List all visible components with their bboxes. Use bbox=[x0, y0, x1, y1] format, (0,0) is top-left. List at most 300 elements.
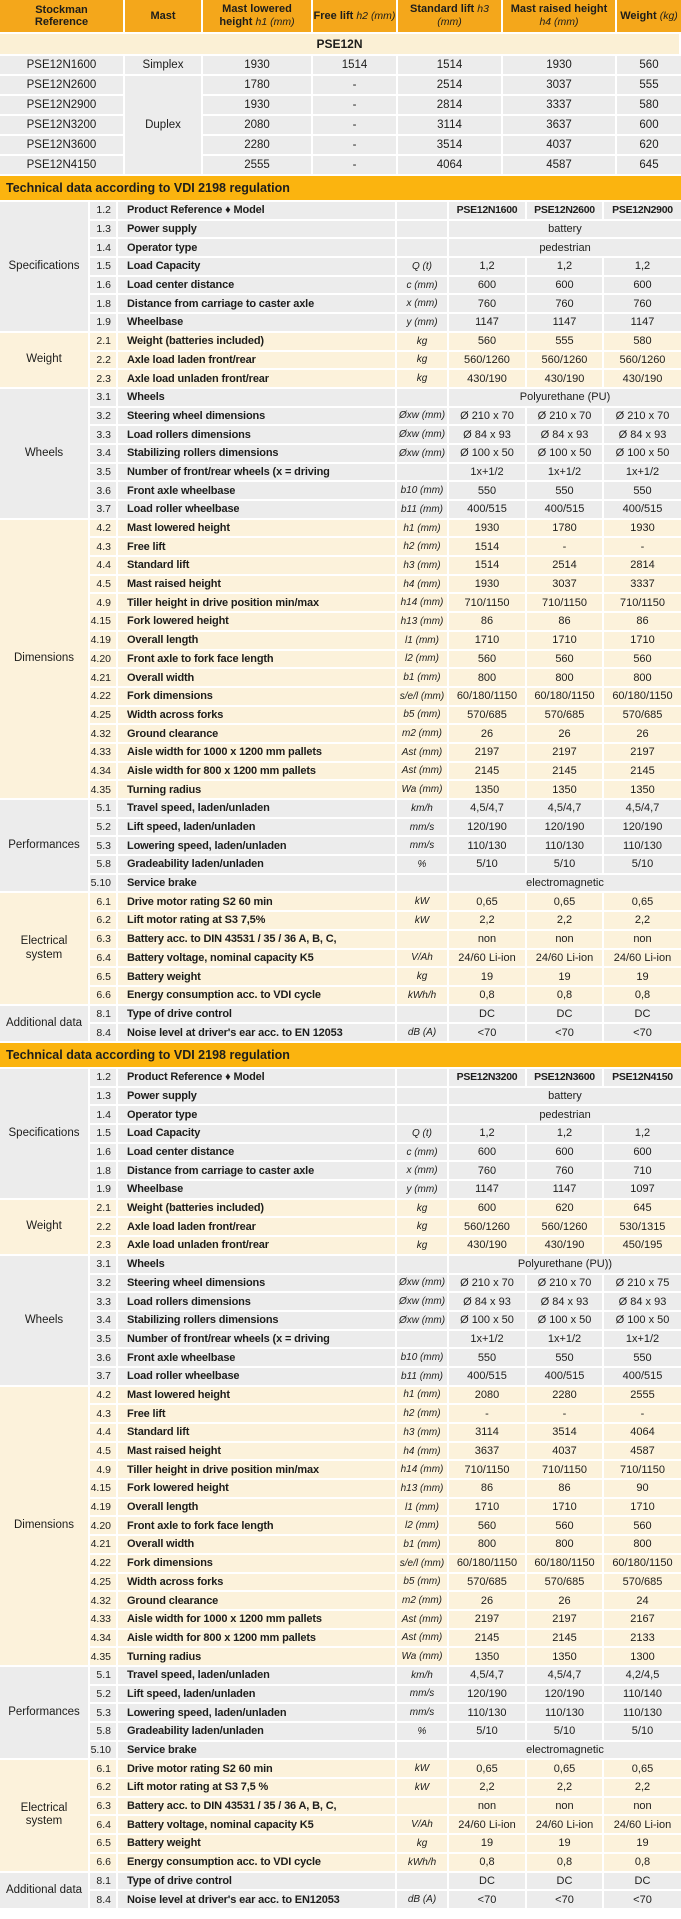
value-cell: 710 bbox=[604, 1162, 681, 1181]
series-band: PSE12N bbox=[0, 34, 681, 56]
value-cell: 2080 bbox=[203, 116, 313, 136]
row-number: 4.15 bbox=[90, 613, 118, 632]
value-cell: 1,2 bbox=[449, 1125, 527, 1144]
row-number: 1.3 bbox=[90, 1088, 118, 1107]
row-unit: Øxw (mm) bbox=[397, 1293, 449, 1312]
row-label: Turning radius bbox=[118, 1648, 397, 1667]
row-label: Standard lift bbox=[118, 557, 397, 576]
row-label: Overall width bbox=[118, 1536, 397, 1555]
row-number: 6.4 bbox=[90, 1816, 118, 1835]
value-cell: 26 bbox=[604, 725, 681, 744]
value-cell: 400/515 bbox=[449, 501, 527, 520]
column-header-text bbox=[508, 3, 610, 28]
row-label: Wheels bbox=[118, 1256, 397, 1275]
row-number: 1.9 bbox=[90, 1181, 118, 1200]
row-number: 3.6 bbox=[90, 482, 118, 501]
merged-value-cell: electromagnetic bbox=[449, 875, 681, 894]
value-cell: 600 bbox=[449, 1200, 527, 1219]
value-cell: 2555 bbox=[203, 156, 313, 176]
section-title-band: Technical data according to VDI 2198 regulation bbox=[0, 176, 681, 202]
row-label: Steering wheel dimensions bbox=[118, 1275, 397, 1294]
group-label: Electrical system bbox=[0, 1760, 90, 1872]
value-cell: 110/130 bbox=[604, 1704, 681, 1723]
row-number: 6.1 bbox=[90, 893, 118, 912]
value-cell: 1514 bbox=[313, 56, 398, 76]
value-cell: 4,2/4,5 bbox=[604, 1667, 681, 1686]
value-cell: 430/190 bbox=[449, 1237, 527, 1256]
value-cell: 2814 bbox=[398, 96, 503, 116]
value-cell: 4064 bbox=[398, 156, 503, 176]
group-label: Specifications bbox=[0, 1069, 90, 1200]
value-cell: 2145 bbox=[527, 1630, 604, 1649]
header-label: Mast raised height bbox=[510, 3, 608, 16]
row-label: Standard lift bbox=[118, 1424, 397, 1443]
value-cell: non bbox=[449, 931, 527, 950]
value-cell: 1x+1/2 bbox=[527, 464, 604, 483]
row-number: 3.1 bbox=[90, 389, 118, 408]
value-cell: 560 bbox=[527, 651, 604, 670]
row-label: Aisle width for 1000 x 1200 mm pallets bbox=[118, 744, 397, 763]
value-cell: 2280 bbox=[527, 1387, 604, 1406]
value-cell: non bbox=[604, 1798, 681, 1817]
header-label: Weight bbox=[620, 9, 657, 22]
row-unit: kW bbox=[397, 1779, 449, 1798]
merged-value-cell: electromagnetic bbox=[449, 1742, 681, 1761]
row-label: Mast raised height bbox=[118, 576, 397, 595]
value-cell: 1147 bbox=[527, 1181, 604, 1200]
vdi-tables-container bbox=[0, 176, 681, 1910]
value-cell: 1350 bbox=[604, 781, 681, 800]
row-unit bbox=[397, 1006, 449, 1025]
merged-value-cell: battery bbox=[449, 1088, 681, 1107]
value-cell: 1147 bbox=[604, 314, 681, 333]
value-cell: - bbox=[604, 1405, 681, 1424]
value-cell: 0,8 bbox=[527, 1854, 604, 1873]
row-unit: l2 (mm) bbox=[397, 1517, 449, 1536]
row-number: 4.19 bbox=[90, 1499, 118, 1518]
value-cell: 550 bbox=[449, 482, 527, 501]
value-cell: Ø 210 x 70 bbox=[527, 408, 604, 427]
value-cell: 24/60 Li-ion bbox=[449, 950, 527, 969]
value-cell: 3637 bbox=[503, 116, 617, 136]
merged-value-cell: Polyurethane (PU) bbox=[449, 389, 681, 408]
value-cell: 600 bbox=[527, 277, 604, 296]
row-label: Gradeability laden/unladen bbox=[118, 1723, 397, 1742]
column-header bbox=[0, 0, 125, 34]
row-label: Front axle wheelbase bbox=[118, 482, 397, 501]
value-cell: 1780 bbox=[203, 76, 313, 96]
row-label: Battery voltage, nominal capacity K5 bbox=[118, 950, 397, 969]
value-cell: Ø 100 x 50 bbox=[527, 1312, 604, 1331]
value-cell: 60/180/1150 bbox=[449, 1555, 527, 1574]
value-cell: 0,8 bbox=[604, 1854, 681, 1873]
row-number: 4.25 bbox=[90, 707, 118, 726]
value-cell: 120/190 bbox=[604, 819, 681, 838]
value-cell: - bbox=[527, 538, 604, 557]
row-unit: Ast (mm) bbox=[397, 1611, 449, 1630]
row-label: Load rollers dimensions bbox=[118, 426, 397, 445]
model-reference-cell: PSE12N4150 bbox=[0, 156, 125, 176]
row-unit bbox=[397, 389, 449, 408]
value-cell: 430/190 bbox=[527, 370, 604, 389]
row-unit: kg bbox=[397, 1218, 449, 1237]
value-cell: 600 bbox=[449, 1144, 527, 1163]
row-number: 1.8 bbox=[90, 295, 118, 314]
value-cell: 0,65 bbox=[604, 893, 681, 912]
header-label: Mast lowered height bbox=[219, 3, 292, 28]
value-cell: Ø 84 x 93 bbox=[604, 1293, 681, 1312]
row-number: 6.3 bbox=[90, 1798, 118, 1817]
group-label: Specifications bbox=[0, 202, 90, 333]
row-label: Service brake bbox=[118, 875, 397, 894]
value-cell: 600 bbox=[527, 1144, 604, 1163]
value-cell: 1710 bbox=[449, 632, 527, 651]
row-number: 6.3 bbox=[90, 931, 118, 950]
value-cell: 4,5/4,7 bbox=[527, 800, 604, 819]
value-cell: 550 bbox=[527, 1349, 604, 1368]
row-unit: Øxw (mm) bbox=[397, 1312, 449, 1331]
mast-type-merged-cell: Duplex bbox=[125, 76, 203, 176]
row-label: Power supply bbox=[118, 221, 397, 240]
group-label: Additional data bbox=[0, 1873, 90, 1910]
value-cell: 570/685 bbox=[604, 707, 681, 726]
row-unit: h1 (mm) bbox=[397, 1387, 449, 1406]
value-cell: Ø 84 x 93 bbox=[449, 1293, 527, 1312]
value-cell: 560/1260 bbox=[449, 1218, 527, 1237]
row-label: Noise level at driver's ear acc. to EN12053 bbox=[118, 1891, 397, 1910]
value-cell: 1350 bbox=[449, 1648, 527, 1667]
row-unit: V/Ah bbox=[397, 1816, 449, 1835]
value-cell: 560 bbox=[449, 1517, 527, 1536]
value-cell: 760 bbox=[604, 295, 681, 314]
row-label: Axle load laden front/rear bbox=[118, 1218, 397, 1237]
value-cell: 560/1260 bbox=[449, 352, 527, 371]
value-cell: 86 bbox=[527, 613, 604, 632]
value-cell: 1930 bbox=[203, 96, 313, 116]
row-unit: kg bbox=[397, 370, 449, 389]
value-cell: DC bbox=[527, 1873, 604, 1892]
value-cell: DC bbox=[449, 1873, 527, 1892]
value-cell: 1780 bbox=[527, 520, 604, 539]
row-number: 8.1 bbox=[90, 1006, 118, 1025]
value-cell: 0,65 bbox=[604, 1760, 681, 1779]
value-cell: DC bbox=[449, 1006, 527, 1025]
header-label: Standard lift bbox=[410, 3, 475, 16]
row-number: 4.25 bbox=[90, 1574, 118, 1593]
value-cell: 760 bbox=[449, 295, 527, 314]
model-reference-cell: PSE12N3600 bbox=[0, 136, 125, 156]
row-label: Tiller height in drive position min/max bbox=[118, 594, 397, 613]
row-number: 4.2 bbox=[90, 1387, 118, 1406]
row-unit: mm/s bbox=[397, 1704, 449, 1723]
row-label: Travel speed, laden/unladen bbox=[118, 1667, 397, 1686]
row-unit bbox=[397, 931, 449, 950]
row-number: 4.9 bbox=[90, 1461, 118, 1480]
mast-options-table bbox=[0, 0, 681, 176]
row-number: 4.19 bbox=[90, 632, 118, 651]
value-cell: 110/130 bbox=[527, 1704, 604, 1723]
model-reference-cell: PSE12N3200 bbox=[0, 116, 125, 136]
value-cell: 1710 bbox=[527, 632, 604, 651]
value-cell: Ø 100 x 50 bbox=[449, 445, 527, 464]
row-unit bbox=[397, 202, 449, 221]
row-number: 4.21 bbox=[90, 669, 118, 688]
row-unit: b11 (mm) bbox=[397, 501, 449, 520]
row-unit: dB (A) bbox=[397, 1024, 449, 1043]
row-unit: b1 (mm) bbox=[397, 669, 449, 688]
row-unit: b5 (mm) bbox=[397, 707, 449, 726]
column-header-text bbox=[399, 3, 501, 29]
row-unit: y (mm) bbox=[397, 314, 449, 333]
value-cell: 5/10 bbox=[449, 1723, 527, 1742]
row-number: 4.9 bbox=[90, 594, 118, 613]
value-cell: 2145 bbox=[604, 763, 681, 782]
row-label: Aisle width for 800 x 1200 mm pallets bbox=[118, 1630, 397, 1649]
row-unit: mm/s bbox=[397, 1686, 449, 1705]
value-cell: Ø 210 x 70 bbox=[527, 1275, 604, 1294]
value-cell: 2555 bbox=[604, 1387, 681, 1406]
row-unit: % bbox=[397, 856, 449, 875]
value-cell: Ø 100 x 50 bbox=[527, 445, 604, 464]
row-unit: h13 (mm) bbox=[397, 613, 449, 632]
row-number: 8.4 bbox=[90, 1891, 118, 1910]
model-name-cell: PSE12N1600 bbox=[449, 202, 527, 221]
row-number: 8.1 bbox=[90, 1873, 118, 1892]
value-cell: 560 bbox=[604, 651, 681, 670]
row-number: 4.34 bbox=[90, 763, 118, 782]
row-label: Front axle wheelbase bbox=[118, 1349, 397, 1368]
row-unit bbox=[397, 221, 449, 240]
row-label: Number of front/rear wheels (x = driving bbox=[118, 464, 397, 483]
value-cell: 19 bbox=[449, 1835, 527, 1854]
value-cell: 1930 bbox=[449, 520, 527, 539]
value-cell: 2514 bbox=[527, 557, 604, 576]
row-number: 3.2 bbox=[90, 408, 118, 427]
row-number: 2.3 bbox=[90, 370, 118, 389]
column-header bbox=[203, 0, 313, 34]
merged-value-cell: pedestrian bbox=[449, 239, 681, 258]
group-label: Weight bbox=[0, 333, 90, 389]
value-cell: 3114 bbox=[449, 1424, 527, 1443]
value-cell: 26 bbox=[449, 725, 527, 744]
value-cell: 570/685 bbox=[449, 707, 527, 726]
row-label: Lowering speed, laden/unladen bbox=[118, 1704, 397, 1723]
row-number: 6.6 bbox=[90, 1854, 118, 1873]
row-label: Fork dimensions bbox=[118, 1555, 397, 1574]
row-number: 3.2 bbox=[90, 1275, 118, 1294]
value-cell: 110/140 bbox=[604, 1686, 681, 1705]
column-header-text bbox=[314, 10, 396, 23]
value-cell: 2,2 bbox=[449, 1779, 527, 1798]
row-number: 1.6 bbox=[90, 1144, 118, 1163]
value-cell: 2167 bbox=[604, 1611, 681, 1630]
row-number: 6.5 bbox=[90, 968, 118, 987]
value-cell: 3514 bbox=[527, 1424, 604, 1443]
row-unit: h14 (mm) bbox=[397, 594, 449, 613]
row-label: Lift speed, laden/unladen bbox=[118, 1686, 397, 1705]
row-number: 4.3 bbox=[90, 538, 118, 557]
row-unit: % bbox=[397, 1723, 449, 1742]
value-cell: 1710 bbox=[449, 1499, 527, 1518]
row-unit: dB (A) bbox=[397, 1891, 449, 1910]
row-unit: kg bbox=[397, 333, 449, 352]
row-unit: h14 (mm) bbox=[397, 1461, 449, 1480]
value-cell: 710/1150 bbox=[527, 594, 604, 613]
section-title-band: Technical data according to VDI 2198 regulation bbox=[0, 1043, 681, 1069]
value-cell: 60/180/1150 bbox=[527, 1555, 604, 1574]
row-label: Wheelbase bbox=[118, 1181, 397, 1200]
row-number: 1.6 bbox=[90, 277, 118, 296]
value-cell: 3514 bbox=[398, 136, 503, 156]
value-cell: Ø 100 x 50 bbox=[449, 1312, 527, 1331]
value-cell: 1710 bbox=[527, 1499, 604, 1518]
value-cell: 570/685 bbox=[449, 1574, 527, 1593]
value-cell: 400/515 bbox=[527, 1368, 604, 1387]
value-cell: 400/515 bbox=[449, 1368, 527, 1387]
value-cell: - bbox=[449, 1405, 527, 1424]
value-cell: non bbox=[449, 1798, 527, 1817]
value-cell: 120/190 bbox=[449, 819, 527, 838]
value-cell: - bbox=[527, 1405, 604, 1424]
value-cell: 1514 bbox=[398, 56, 503, 76]
row-unit: Wa (mm) bbox=[397, 781, 449, 800]
row-label: Axle load unladen front/rear bbox=[118, 370, 397, 389]
value-cell: 3037 bbox=[503, 76, 617, 96]
row-unit: b10 (mm) bbox=[397, 482, 449, 501]
row-number: 1.2 bbox=[90, 202, 118, 221]
value-cell: 4037 bbox=[527, 1443, 604, 1462]
value-cell: 24/60 Li-ion bbox=[449, 1816, 527, 1835]
header-unit: h4 (mm) bbox=[539, 15, 579, 28]
row-unit bbox=[397, 239, 449, 258]
row-number: 2.1 bbox=[90, 1200, 118, 1219]
value-cell: 600 bbox=[617, 116, 681, 136]
merged-value-cell: pedestrian bbox=[449, 1106, 681, 1125]
row-label: Number of front/rear wheels (x = driving bbox=[118, 1331, 397, 1350]
value-cell: 60/180/1150 bbox=[604, 1555, 681, 1574]
row-label: Distance from carriage to caster axle bbox=[118, 1162, 397, 1181]
row-label: Battery voltage, nominal capacity K5 bbox=[118, 1816, 397, 1835]
value-cell: non bbox=[604, 931, 681, 950]
row-unit: y (mm) bbox=[397, 1181, 449, 1200]
value-cell: 430/190 bbox=[604, 370, 681, 389]
group-label: Dimensions bbox=[0, 1387, 90, 1667]
value-cell: 1097 bbox=[604, 1181, 681, 1200]
column-header bbox=[503, 0, 617, 34]
row-number: 4.5 bbox=[90, 576, 118, 595]
group-label: Weight bbox=[0, 1200, 90, 1256]
value-cell: 2080 bbox=[449, 1387, 527, 1406]
row-unit: kg bbox=[397, 1237, 449, 1256]
value-cell: 2514 bbox=[398, 76, 503, 96]
value-cell: 560/1260 bbox=[527, 352, 604, 371]
value-cell: 60/180/1150 bbox=[527, 688, 604, 707]
row-unit: kWh/h bbox=[397, 1854, 449, 1873]
group-label: Additional data bbox=[0, 1006, 90, 1043]
value-cell: 1x+1/2 bbox=[449, 1331, 527, 1350]
row-number: 2.2 bbox=[90, 1218, 118, 1237]
value-cell: 110/130 bbox=[604, 837, 681, 856]
row-number: 4.35 bbox=[90, 781, 118, 800]
row-unit bbox=[397, 1798, 449, 1817]
value-cell: 2197 bbox=[449, 1611, 527, 1630]
row-label: Load roller wheelbase bbox=[118, 1368, 397, 1387]
column-header-text bbox=[206, 3, 308, 28]
row-number: 3.3 bbox=[90, 426, 118, 445]
row-unit: h3 (mm) bbox=[397, 1424, 449, 1443]
header-label: Free lift bbox=[313, 9, 354, 22]
row-label: Load center distance bbox=[118, 277, 397, 296]
value-cell: 2197 bbox=[449, 744, 527, 763]
row-label: Ground clearance bbox=[118, 725, 397, 744]
value-cell: 400/515 bbox=[604, 1368, 681, 1387]
row-label: Steering wheel dimensions bbox=[118, 408, 397, 427]
row-label: Weight (batteries included) bbox=[118, 333, 397, 352]
group-label: Wheels bbox=[0, 389, 90, 520]
row-label: Energy consumption acc. to VDI cycle bbox=[118, 987, 397, 1006]
value-cell: 550 bbox=[604, 1349, 681, 1368]
value-cell: <70 bbox=[527, 1891, 604, 1910]
row-number: 3.5 bbox=[90, 1331, 118, 1350]
column-header bbox=[398, 0, 503, 34]
row-label: Tiller height in drive position min/max bbox=[118, 1461, 397, 1480]
value-cell: 560 bbox=[604, 1517, 681, 1536]
row-unit: kW bbox=[397, 1760, 449, 1779]
row-number: 5.10 bbox=[90, 1742, 118, 1761]
row-number: 1.5 bbox=[90, 258, 118, 277]
row-label: Lift motor rating at S3 7,5% bbox=[118, 912, 397, 931]
row-number: 2.3 bbox=[90, 1237, 118, 1256]
value-cell: 120/190 bbox=[527, 819, 604, 838]
value-cell: 4,5/4,7 bbox=[449, 1667, 527, 1686]
value-cell: 2197 bbox=[604, 744, 681, 763]
row-number: 1.4 bbox=[90, 1106, 118, 1125]
value-cell: 2,2 bbox=[449, 912, 527, 931]
row-number: 3.3 bbox=[90, 1293, 118, 1312]
model-reference-cell: PSE12N2600 bbox=[0, 76, 125, 96]
value-cell: 5/10 bbox=[604, 1723, 681, 1742]
row-number: 1.5 bbox=[90, 1125, 118, 1144]
value-cell: 710/1150 bbox=[604, 1461, 681, 1480]
value-cell: 800 bbox=[527, 669, 604, 688]
row-label: Overall length bbox=[118, 632, 397, 651]
row-label: Overall length bbox=[118, 1499, 397, 1518]
value-cell: 800 bbox=[449, 1536, 527, 1555]
value-cell: 60/180/1150 bbox=[449, 688, 527, 707]
row-unit: x (mm) bbox=[397, 295, 449, 314]
value-cell: 600 bbox=[604, 1144, 681, 1163]
group-label: Wheels bbox=[0, 1256, 90, 1387]
value-cell: 760 bbox=[527, 1162, 604, 1181]
row-unit: h13 (mm) bbox=[397, 1480, 449, 1499]
row-label: Free lift bbox=[118, 538, 397, 557]
vdi-table-1 bbox=[0, 202, 681, 1043]
value-cell: 1147 bbox=[527, 314, 604, 333]
row-unit: kg bbox=[397, 352, 449, 371]
row-number: 4.20 bbox=[90, 1517, 118, 1536]
row-label: Axle load unladen front/rear bbox=[118, 1237, 397, 1256]
row-number: 3.1 bbox=[90, 1256, 118, 1275]
group-label: Performances bbox=[0, 800, 90, 893]
value-cell: 0,8 bbox=[449, 987, 527, 1006]
value-cell: 19 bbox=[527, 1835, 604, 1854]
value-cell: 550 bbox=[449, 1349, 527, 1368]
row-unit: h1 (mm) bbox=[397, 520, 449, 539]
value-cell: 1930 bbox=[604, 520, 681, 539]
row-label: Battery acc. to DIN 43531 / 35 / 36 A, B, C, bbox=[118, 931, 397, 950]
value-cell: 3337 bbox=[604, 576, 681, 595]
row-label: Drive motor rating S2 60 min bbox=[118, 1760, 397, 1779]
